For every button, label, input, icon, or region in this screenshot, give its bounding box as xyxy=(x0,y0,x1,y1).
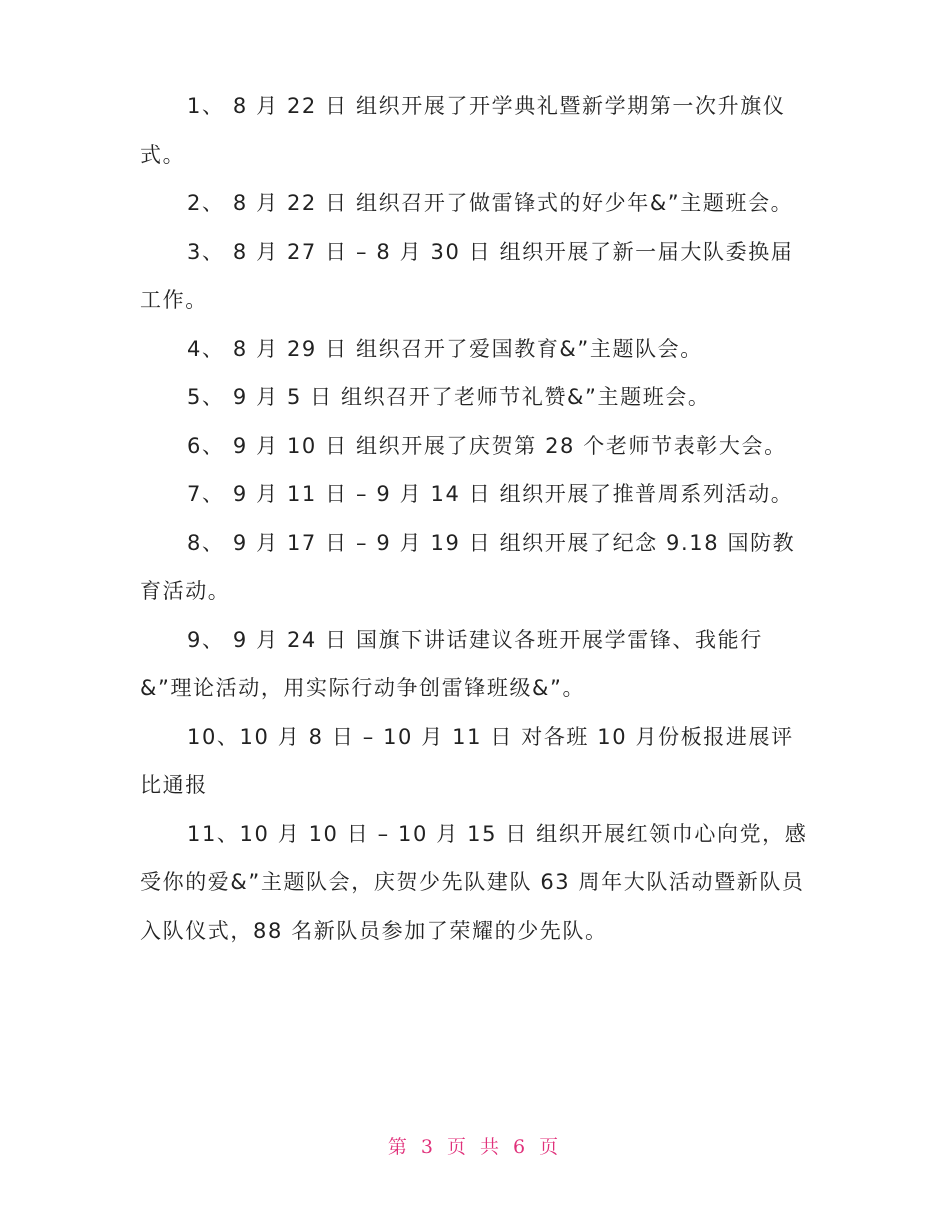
list-item: 2、 8 月 22 日 组织召开了做雷锋式的好少年&”主题班会。 xyxy=(187,191,794,215)
activity-list xyxy=(140,82,812,955)
list-item: 9、 9 月 24 日 国旗下讲话建议各班开展学雷锋、我能行&”理论活动，用实际行动争创雷锋班级&”。 xyxy=(140,627,763,700)
list-item: 8、 9 月 17 日 – 9 月 19 日 组织开展了纪念 9.18 国防教育活动。 xyxy=(140,530,796,603)
list-item: 11、10 月 10 日 – 10 月 15 日 组织开展红领巾心向党，感受你的爱&”主题队会，庆贺少先队建队 63 周年大队活动暨新队员入队仪式，88 名新队员参加了荣耀的少先队。 xyxy=(140,821,808,943)
list-item: 3、 8 月 27 日 – 8 月 30 日 组织开展了新一届大队委换届工作。 xyxy=(140,239,794,312)
list-item: 10、10 月 8 日 – 10 月 11 日 对各班 10 月份板报进展评比通报 xyxy=(140,724,794,797)
list-item: 6、 9 月 10 日 组织开展了庆贺第 28 个老师节表彰大会。 xyxy=(187,433,787,458)
page-number-footer: 第 3 页 共 6 页 xyxy=(387,1136,563,1158)
list-item: 7、 9 月 11 日 – 9 月 14 日 组织开展了推普周系列活动。 xyxy=(187,482,794,506)
list-item: 4、 8 月 29 日 组织召开了爱国教育&”主题队会。 xyxy=(187,336,703,361)
list-item: 1、 8 月 22 日 组织开展了开学典礼暨新学期第一次升旗仪式。 xyxy=(140,94,786,167)
list-item: 5、 9 月 5 日 组织召开了老师节礼赞&”主题班会。 xyxy=(187,385,711,409)
